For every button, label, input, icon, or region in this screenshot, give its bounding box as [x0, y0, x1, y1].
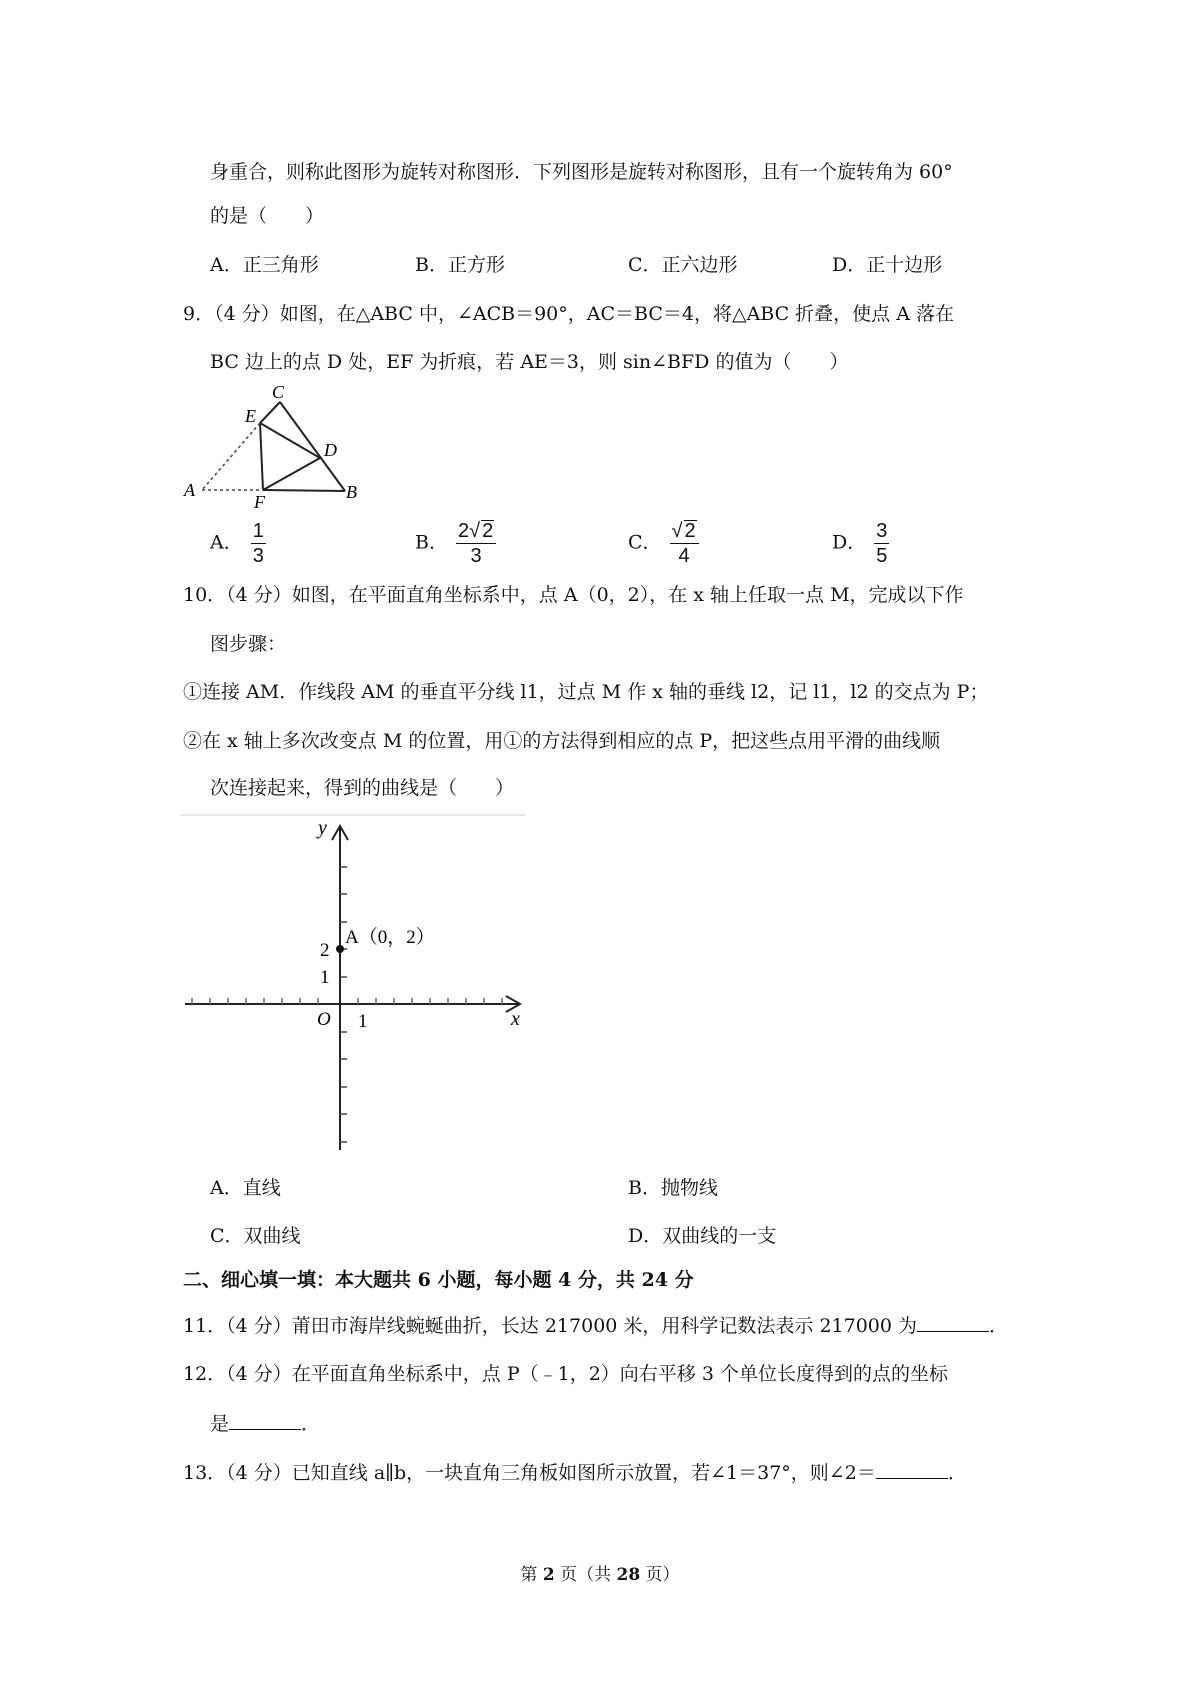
q9-option-c-numerator: √ 2: [670, 520, 699, 544]
q9-label-d: D: [324, 440, 337, 460]
q9-option-b-radicand: 2: [482, 520, 494, 542]
q9-option-d-label: D．: [832, 531, 867, 554]
q9-option-a-numerator: 1: [252, 520, 264, 542]
q10-axis-x-label: x: [511, 1008, 520, 1030]
footer-middle: 页（共: [554, 1565, 617, 1585]
q9-option-d-fraction: [874, 520, 889, 567]
q9-label-c: C: [272, 382, 285, 402]
q9-option-a-fraction: [251, 520, 266, 567]
section-2-heading: 二、细心填一填：本大题共 6 小题，每小题 4 分，共 24 分: [183, 1269, 694, 1291]
footer-suffix: 页）: [640, 1565, 680, 1585]
q8-option-a: A．正三角形: [210, 254, 319, 276]
q10-step2: ②在 x 轴上多次改变点 M 的位置，用①的方法得到相应的点 P，把这些点用平滑的曲线顺: [183, 730, 941, 752]
q9-option-d: [832, 520, 889, 567]
q13-answer-blank: [876, 1460, 948, 1479]
q10-option-c: C．双曲线: [210, 1225, 301, 1247]
q9-option-a: [210, 520, 266, 567]
q9-option-c-denominator: 4: [678, 545, 690, 567]
q9-triangle-figure: [180, 378, 370, 508]
q9-option-c: [628, 520, 699, 567]
q10-tick-label-1-x: 1: [358, 1011, 368, 1032]
q9-label-e: E: [245, 406, 256, 426]
q9-option-d-denominator: 5: [876, 545, 888, 567]
q10-line2: 图步骤：: [210, 633, 287, 655]
q9-label-f: F: [254, 492, 265, 508]
footer-page-number: 2: [542, 1565, 555, 1585]
q10-step3: 次连接起来，得到的曲线是（ ）: [210, 777, 515, 799]
q12-line2: 是 ．: [210, 1413, 321, 1435]
q10-coordinate-graph: [180, 812, 540, 1162]
q10-option-d: D．双曲线的一支: [628, 1225, 777, 1247]
q10-origin-label: O: [317, 1009, 331, 1030]
q10-tick-label-2: 2: [320, 940, 330, 961]
q12-answer-blank: [229, 1411, 301, 1430]
q10-line1: 10．（4 分）如图，在平面直角坐标系中，点 A（0，2），在 x 轴上任取一点 M，完成以下作: [183, 584, 964, 606]
q10-step1: ①连接 AM．作线段 AM 的垂直平分线 l1，过点 M 作 x 轴的垂线 l2，记 l1，l2 的交点为 P；: [183, 681, 989, 703]
q12-line1: 12．（4 分）在平面直角坐标系中，点 P（﹣1，2）向右平移 3 个单位长度得到的点的坐标: [183, 1363, 948, 1385]
q8-option-d: D．正十边形: [832, 254, 943, 276]
q11-text: 11．（4 分）莆田市海岸线蜿蜒曲折，长达 217000 米，用科学记数法表示 217000 为: [183, 1315, 918, 1337]
q11-answer-blank: [917, 1313, 989, 1332]
q8-line1: 身重合，则称此图形为旋转对称图形．下列图形是旋转对称图形，且有一个旋转角为 60°: [210, 161, 953, 183]
q9-option-b-label: B．: [415, 531, 448, 554]
q9-label-a: A: [184, 480, 195, 500]
q9-option-a-denominator: 3: [252, 545, 264, 567]
q10-option-a: A．直线: [210, 1177, 281, 1199]
q8-option-c: C．正六边形: [628, 254, 738, 276]
q10-point-a: [336, 945, 344, 953]
q12-text: 是: [210, 1413, 230, 1435]
q9-option-c-radicand: 2: [684, 520, 696, 542]
q8-line2: 的是（ ）: [210, 205, 325, 227]
q9-line1: 9．（4 分）如图，在△ABC 中，∠ACB＝90°，AC＝BC＝4，将△ABC 折叠，使点 A 落在: [183, 303, 954, 325]
q9-line2: BC 边上的点 D 处，EF 为折痕，若 AE＝3，则 sin∠BFD 的值为（ ）: [210, 351, 849, 373]
q13-text: 13．（4 分）已知直线 a∥b，一块直角三角板如图所示放置，若∠1＝37°，则∠2＝: [183, 1462, 876, 1484]
q10-option-b: B．抛物线: [628, 1177, 718, 1199]
q9-option-d-numerator: 3: [876, 520, 888, 542]
q10-point-a-label: A（0，2）: [345, 927, 435, 948]
page-footer: [0, 1560, 1200, 1585]
q9-option-c-label: C．: [628, 531, 662, 554]
q9-option-b-numerator: 2√ 2: [456, 520, 496, 544]
q9-option-b: [415, 520, 496, 567]
q9-option-b-fraction: [456, 520, 496, 567]
q8-option-b: B．正方形: [415, 254, 505, 276]
q9-label-b: B: [346, 482, 357, 502]
q11-line: 11．（4 分）莆田市海岸线蜿蜒曲折，长达 217000 米，用科学记数法表示 217000 为 ．: [183, 1315, 1009, 1337]
footer-total-pages: 28: [616, 1565, 641, 1585]
q9-option-b-coef: 2: [457, 520, 470, 542]
q9-option-c-fraction: [670, 520, 699, 567]
q13-line: 13．（4 分）已知直线 a∥b，一块直角三角板如图所示放置，若∠1＝37°，则∠2＝ ．: [183, 1462, 967, 1484]
footer-prefix: 第: [520, 1565, 543, 1585]
q10-tick-label-1-y: 1: [320, 967, 330, 988]
q10-axis-y-label: y: [318, 817, 327, 839]
q9-option-a-label: A．: [210, 531, 243, 554]
q9-option-b-denominator: 3: [470, 545, 482, 567]
